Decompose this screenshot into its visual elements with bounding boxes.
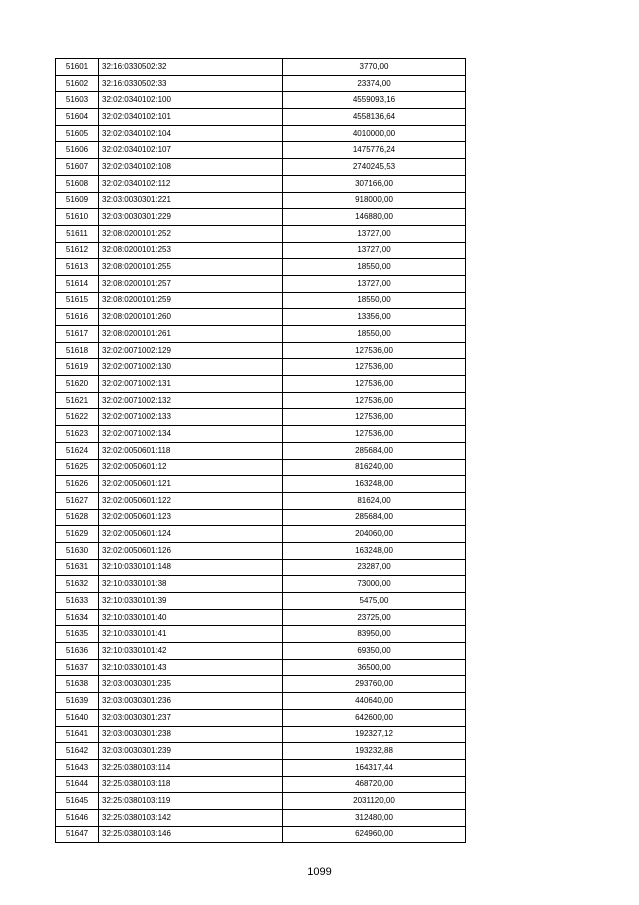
table-row (56, 225, 466, 242)
table-row (56, 476, 466, 493)
value-cell: 18550,00 (283, 259, 466, 276)
row-number-cell: 51637 (56, 659, 99, 676)
row-number-cell: 51644 (56, 776, 99, 793)
table-row (56, 526, 466, 543)
table-row (56, 142, 466, 159)
value-cell: 127536,00 (283, 392, 466, 409)
value-cell: 23725,00 (283, 609, 466, 626)
table-row (56, 209, 466, 226)
row-number-cell: 51626 (56, 476, 99, 493)
cadastral-number-cell: 32:10:0330101:42 (99, 643, 283, 660)
value-cell: 4558136,64 (283, 109, 466, 126)
table-row (56, 59, 466, 76)
row-number-cell: 51602 (56, 75, 99, 92)
cadastral-number-cell: 32:02:0050601:126 (99, 542, 283, 559)
value-cell: 13727,00 (283, 242, 466, 259)
cadastral-number-cell: 32:08:0200101:257 (99, 275, 283, 292)
cadastral-number-cell: 32:02:0050601:12 (99, 459, 283, 476)
row-number-cell: 51633 (56, 593, 99, 610)
cadastral-number-cell: 32:25:0380103:114 (99, 759, 283, 776)
row-number-cell: 51616 (56, 309, 99, 326)
row-number-cell: 51645 (56, 793, 99, 810)
cadastral-number-cell: 32:10:0330101:39 (99, 593, 283, 610)
row-number-cell: 51629 (56, 526, 99, 543)
row-number-cell: 51630 (56, 542, 99, 559)
value-cell: 13727,00 (283, 275, 466, 292)
table-row (56, 659, 466, 676)
row-number-cell: 51641 (56, 726, 99, 743)
table-row (56, 576, 466, 593)
value-cell: 23287,00 (283, 559, 466, 576)
cadastral-number-cell: 32:03:0030301:235 (99, 676, 283, 693)
row-number-cell: 51621 (56, 392, 99, 409)
table-row (56, 492, 466, 509)
table-row (56, 693, 466, 710)
cadastral-number-cell: 32:02:0340102:108 (99, 159, 283, 176)
cadastral-number-cell: 32:02:0340102:100 (99, 92, 283, 109)
cadastral-number-cell: 32:03:0030301:238 (99, 726, 283, 743)
cadastral-number-cell: 32:02:0050601:118 (99, 442, 283, 459)
cadastral-number-cell: 32:03:0030301:229 (99, 209, 283, 226)
cadastral-number-cell: 32:10:0330101:40 (99, 609, 283, 626)
cadastral-number-cell: 32:10:0330101:38 (99, 576, 283, 593)
table-row (56, 809, 466, 826)
row-number-cell: 51643 (56, 759, 99, 776)
table-row (56, 726, 466, 743)
row-number-cell: 51634 (56, 609, 99, 626)
row-number-cell: 51628 (56, 509, 99, 526)
value-cell: 918000,00 (283, 192, 466, 209)
table-row (56, 359, 466, 376)
row-number-cell: 51627 (56, 492, 99, 509)
row-number-cell: 51614 (56, 275, 99, 292)
cadastral-number-cell: 32:02:0050601:121 (99, 476, 283, 493)
table-row (56, 275, 466, 292)
value-cell: 73000,00 (283, 576, 466, 593)
value-cell: 13356,00 (283, 309, 466, 326)
value-cell: 468720,00 (283, 776, 466, 793)
table-row (56, 192, 466, 209)
value-cell: 624960,00 (283, 826, 466, 843)
table-row (56, 242, 466, 259)
cadastral-number-cell: 32:02:0071002:129 (99, 342, 283, 359)
cadastral-number-cell: 32:10:0330101:41 (99, 626, 283, 643)
row-number-cell: 51638 (56, 676, 99, 693)
row-number-cell: 51647 (56, 826, 99, 843)
table-row (56, 292, 466, 309)
value-cell: 13727,00 (283, 225, 466, 242)
value-cell: 4010000,00 (283, 125, 466, 142)
value-cell: 204060,00 (283, 526, 466, 543)
row-number-cell: 51612 (56, 242, 99, 259)
cadastral-number-cell: 32:10:0330101:148 (99, 559, 283, 576)
cadastral-number-cell: 32:16:0330502:32 (99, 59, 283, 76)
row-number-cell: 51615 (56, 292, 99, 309)
cadastral-number-cell: 32:02:0340102:112 (99, 175, 283, 192)
cadastral-number-cell: 32:02:0050601:123 (99, 509, 283, 526)
value-cell: 5475,00 (283, 593, 466, 610)
value-cell: 642600,00 (283, 709, 466, 726)
cadastral-number-cell: 32:02:0050601:124 (99, 526, 283, 543)
cadastral-number-cell: 32:03:0030301:237 (99, 709, 283, 726)
cadastral-number-cell: 32:03:0030301:239 (99, 743, 283, 760)
cadastral-number-cell: 32:25:0380103:118 (99, 776, 283, 793)
row-number-cell: 51635 (56, 626, 99, 643)
cadastral-number-cell: 32:08:0200101:260 (99, 309, 283, 326)
value-cell: 127536,00 (283, 342, 466, 359)
table-row (56, 676, 466, 693)
row-number-cell: 51636 (56, 643, 99, 660)
table-row (56, 326, 466, 343)
cadastral-number-cell: 32:08:0200101:261 (99, 326, 283, 343)
cadastral-number-cell: 32:08:0200101:255 (99, 259, 283, 276)
table-row (56, 442, 466, 459)
value-cell: 193232,88 (283, 743, 466, 760)
row-number-cell: 51613 (56, 259, 99, 276)
table-row (56, 826, 466, 843)
row-number-cell: 51603 (56, 92, 99, 109)
value-cell: 285684,00 (283, 442, 466, 459)
table-row (56, 626, 466, 643)
value-cell: 18550,00 (283, 326, 466, 343)
cadastral-number-cell: 32:02:0071002:134 (99, 426, 283, 443)
table-row (56, 793, 466, 810)
value-cell: 2740245,53 (283, 159, 466, 176)
value-cell: 440640,00 (283, 693, 466, 710)
row-number-cell: 51611 (56, 225, 99, 242)
row-number-cell: 51639 (56, 693, 99, 710)
value-cell: 307166,00 (283, 175, 466, 192)
row-number-cell: 51622 (56, 409, 99, 426)
cadastral-number-cell: 32:25:0380103:142 (99, 809, 283, 826)
cadastral-number-cell: 32:02:0050601:122 (99, 492, 283, 509)
row-number-cell: 51625 (56, 459, 99, 476)
table-row (56, 759, 466, 776)
cadastral-number-cell: 32:03:0030301:221 (99, 192, 283, 209)
table-row (56, 75, 466, 92)
table-row (56, 609, 466, 626)
table-row (56, 109, 466, 126)
value-cell: 4559093,16 (283, 92, 466, 109)
row-number-cell: 51610 (56, 209, 99, 226)
cadastral-number-cell: 32:08:0200101:259 (99, 292, 283, 309)
value-cell: 146880,00 (283, 209, 466, 226)
row-number-cell: 51604 (56, 109, 99, 126)
value-cell: 3770,00 (283, 59, 466, 76)
cadastral-number-cell: 32:08:0200101:253 (99, 242, 283, 259)
table-body (56, 59, 466, 843)
table-row (56, 259, 466, 276)
table-row (56, 342, 466, 359)
row-number-cell: 51619 (56, 359, 99, 376)
table-row (56, 175, 466, 192)
cadastral-number-cell: 32:02:0071002:131 (99, 376, 283, 393)
table-row (56, 125, 466, 142)
cadastral-value-table (55, 58, 466, 843)
row-number-cell: 51631 (56, 559, 99, 576)
value-cell: 36500,00 (283, 659, 466, 676)
row-number-cell: 51620 (56, 376, 99, 393)
table-row (56, 309, 466, 326)
cadastral-number-cell: 32:02:0340102:101 (99, 109, 283, 126)
value-cell: 127536,00 (283, 359, 466, 376)
cadastral-number-cell: 32:02:0071002:132 (99, 392, 283, 409)
cadastral-number-cell: 32:25:0380103:146 (99, 826, 283, 843)
value-cell: 285684,00 (283, 509, 466, 526)
value-cell: 23374,00 (283, 75, 466, 92)
row-number-cell: 51624 (56, 442, 99, 459)
value-cell: 83950,00 (283, 626, 466, 643)
row-number-cell: 51646 (56, 809, 99, 826)
value-cell: 816240,00 (283, 459, 466, 476)
table-row (56, 392, 466, 409)
table-row (56, 92, 466, 109)
row-number-cell: 51609 (56, 192, 99, 209)
cadastral-number-cell: 32:16:0330502:33 (99, 75, 283, 92)
value-cell: 127536,00 (283, 409, 466, 426)
page-number: 1099 (307, 866, 332, 878)
cadastral-number-cell: 32:25:0380103:119 (99, 793, 283, 810)
table-row (56, 709, 466, 726)
row-number-cell: 51623 (56, 426, 99, 443)
table-row (56, 409, 466, 426)
table-row (56, 743, 466, 760)
table-row (56, 643, 466, 660)
row-number-cell: 51606 (56, 142, 99, 159)
value-cell: 293760,00 (283, 676, 466, 693)
value-cell: 163248,00 (283, 542, 466, 559)
table-row (56, 542, 466, 559)
table-row (56, 426, 466, 443)
table-row (56, 459, 466, 476)
value-cell: 81624,00 (283, 492, 466, 509)
table-row (56, 559, 466, 576)
cadastral-number-cell: 32:03:0030301:236 (99, 693, 283, 710)
value-cell: 127536,00 (283, 376, 466, 393)
row-number-cell: 51601 (56, 59, 99, 76)
cadastral-number-cell: 32:02:0340102:104 (99, 125, 283, 142)
row-number-cell: 51640 (56, 709, 99, 726)
row-number-cell: 51607 (56, 159, 99, 176)
row-number-cell: 51617 (56, 326, 99, 343)
value-cell: 18550,00 (283, 292, 466, 309)
cadastral-number-cell: 32:02:0071002:130 (99, 359, 283, 376)
table-row (56, 593, 466, 610)
value-cell: 127536,00 (283, 426, 466, 443)
cadastral-number-cell: 32:10:0330101:43 (99, 659, 283, 676)
table-row (56, 776, 466, 793)
value-cell: 1475776,24 (283, 142, 466, 159)
cadastral-number-cell: 32:02:0340102:107 (99, 142, 283, 159)
value-cell: 192327,12 (283, 726, 466, 743)
row-number-cell: 51632 (56, 576, 99, 593)
value-cell: 312480,00 (283, 809, 466, 826)
row-number-cell: 51642 (56, 743, 99, 760)
row-number-cell: 51618 (56, 342, 99, 359)
value-cell: 163248,00 (283, 476, 466, 493)
cadastral-number-cell: 32:08:0200101:252 (99, 225, 283, 242)
value-cell: 2031120,00 (283, 793, 466, 810)
value-cell: 69350,00 (283, 643, 466, 660)
table-row (56, 376, 466, 393)
table-row (56, 159, 466, 176)
value-cell: 164317,44 (283, 759, 466, 776)
row-number-cell: 51608 (56, 175, 99, 192)
cadastral-number-cell: 32:02:0071002:133 (99, 409, 283, 426)
table-row (56, 509, 466, 526)
row-number-cell: 51605 (56, 125, 99, 142)
